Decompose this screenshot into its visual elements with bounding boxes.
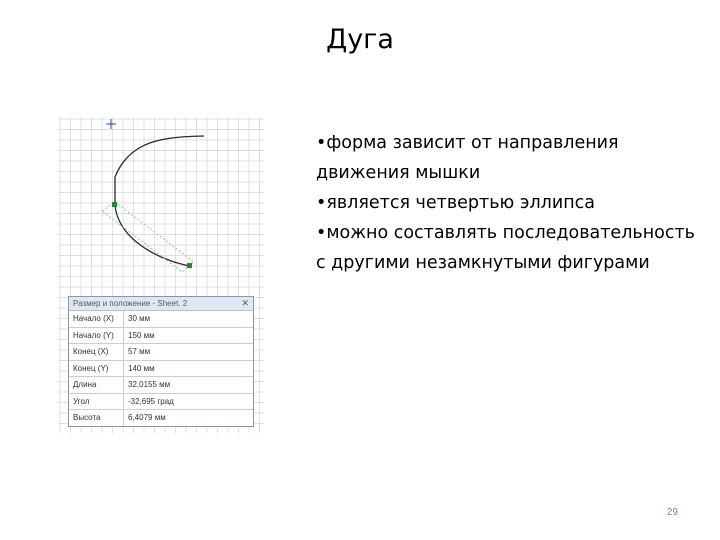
property-label: Высота xyxy=(69,410,124,426)
panel-titlebar[interactable] xyxy=(69,297,253,311)
property-row[interactable] xyxy=(69,361,253,378)
property-label: Конец (X) xyxy=(69,344,124,360)
start-handle[interactable] xyxy=(112,202,117,207)
slide-title: Дуга xyxy=(326,24,394,55)
bullet-item: •является четвертью эллипса xyxy=(316,193,595,213)
property-value[interactable]: -32,695 град xyxy=(128,396,174,406)
crosshair-cursor-icon xyxy=(106,119,116,129)
property-row[interactable] xyxy=(69,394,253,411)
property-value[interactable]: 32,0155 мм xyxy=(128,380,171,389)
arc-upper xyxy=(115,136,204,205)
size-position-panel[interactable] xyxy=(68,296,254,427)
bullet-item: •форма зависит от направления движения мышки xyxy=(316,133,619,183)
arc-selected[interactable] xyxy=(115,205,189,266)
close-icon[interactable]: ✕ xyxy=(241,298,249,308)
property-value[interactable]: 30 мм xyxy=(128,314,151,323)
bullet-list xyxy=(316,128,696,278)
panel-title: Размер и положение - Sheet. 2 xyxy=(73,299,188,308)
property-label: Конец (Y) xyxy=(69,361,124,377)
property-value[interactable]: 140 мм xyxy=(128,363,155,373)
bullet-item: •можно составлять последовательность с другими незамкнутыми фигурами xyxy=(316,223,695,273)
property-value[interactable]: 6,4079 мм xyxy=(128,413,166,422)
property-label: Угол xyxy=(69,394,124,410)
page-number: 29 xyxy=(666,507,678,518)
property-value[interactable]: 57 мм xyxy=(128,347,151,356)
property-label: Длина xyxy=(69,377,124,393)
property-row[interactable] xyxy=(69,410,253,426)
property-value[interactable]: 150 мм xyxy=(128,330,155,340)
property-row[interactable] xyxy=(69,377,253,394)
property-row[interactable] xyxy=(69,344,253,361)
property-row[interactable] xyxy=(69,311,253,328)
property-row[interactable] xyxy=(69,328,253,345)
property-label: Начало (X) xyxy=(69,311,124,327)
property-label: Начало (Y) xyxy=(69,328,124,344)
end-handle[interactable] xyxy=(187,263,192,268)
